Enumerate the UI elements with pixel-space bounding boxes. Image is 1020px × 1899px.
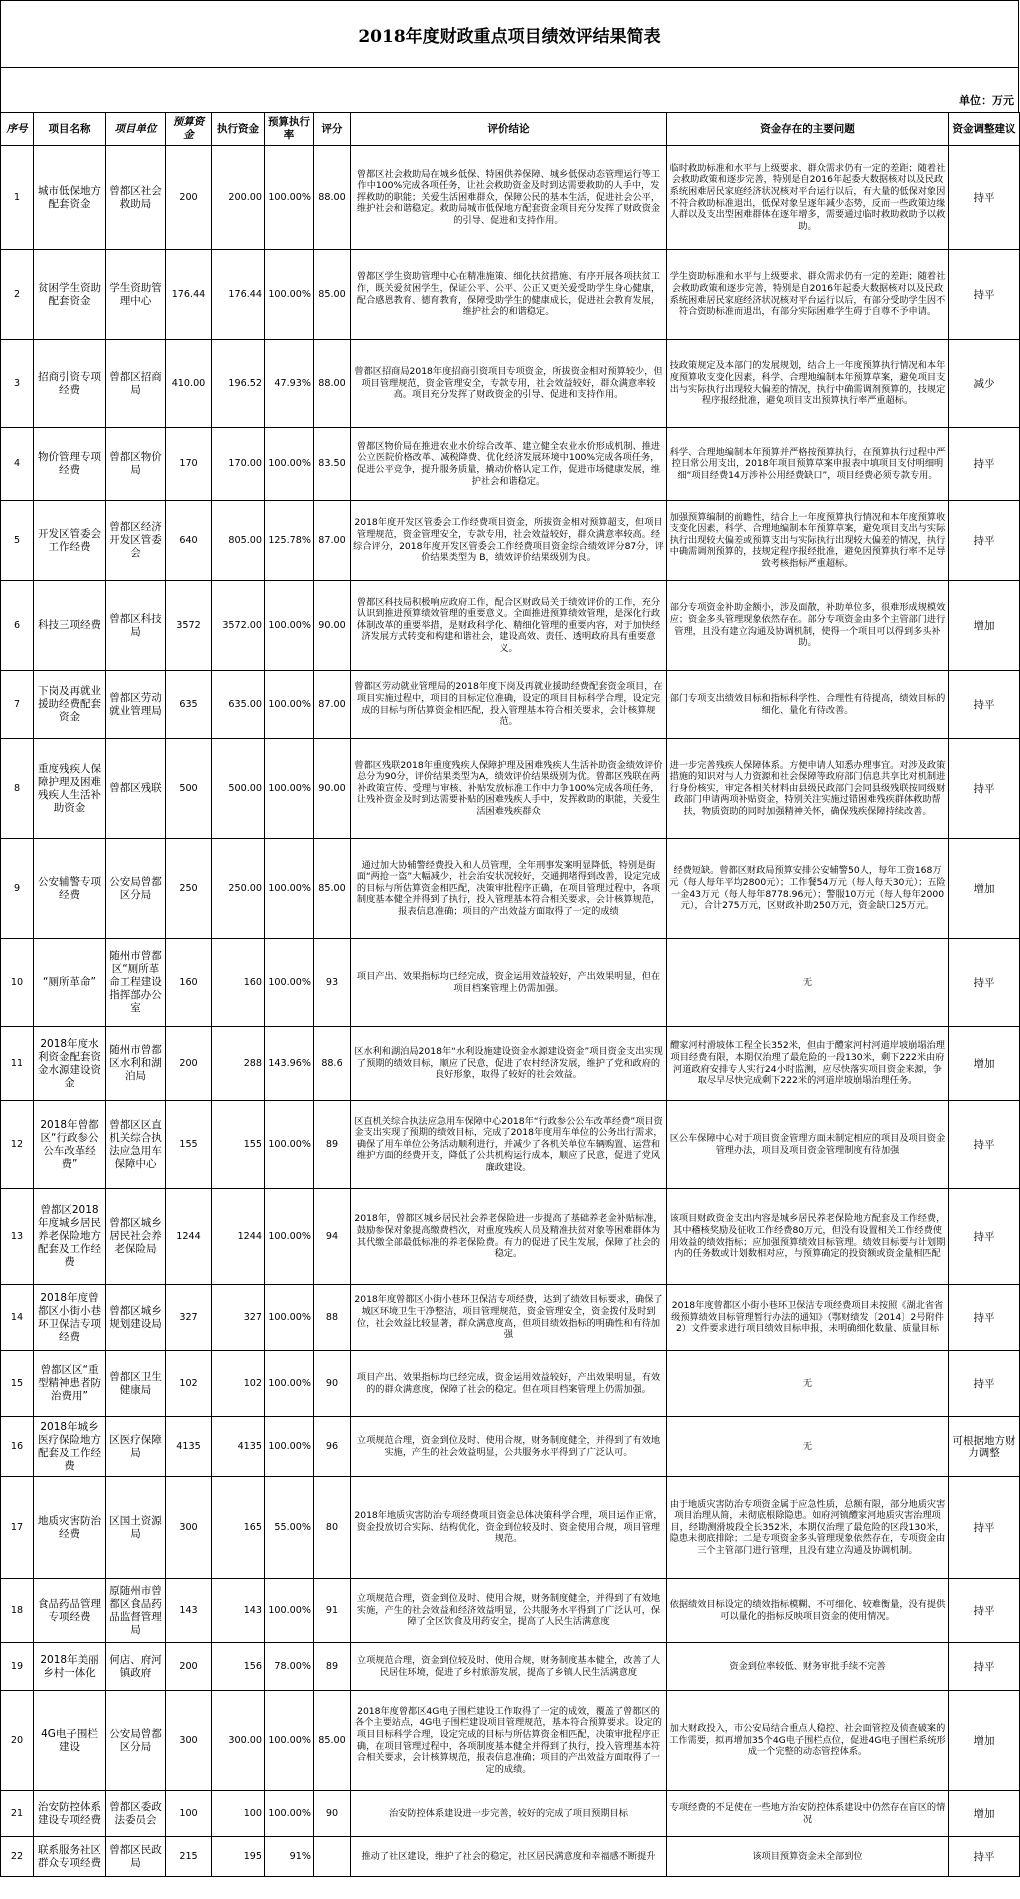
row-number: 12 (1, 1101, 34, 1189)
executed-amount: 1244 (212, 1189, 265, 1285)
main-problems: 无 (667, 939, 949, 1027)
table-row (1, 1027, 1020, 1101)
project-unit: 何店、府河镇政府 (106, 1643, 166, 1691)
evaluation-conclusion: 2018年，曾都区城乡居民社会养老保险进一步提高了基础养老金补贴标准，鼓励参保对象提高缴费档次，对重度残疾人员及精准扶贫对象等困难群体为其代缴全部最低标准的养老保险费。有力的促进了民生发展，保障了社会的稳定。 (351, 1189, 667, 1285)
evaluation-conclusion: 立项规范合理，资金到位较及时、使用合规，财务制度基本健全，改善了人民居住环境，促进了乡村旅游发展，提高了乡镇人民生活满意度 (351, 1643, 667, 1691)
main-problems: 经费短缺。曾都区财政局预算安排公安辅警50人，每年工资168万元（每人每年平均2800元）；工作餐54万元（每人每天30元）；五险一金43万元（每人每年8778.96元）；警服10万元（每人每年2000元），合计275万元，区财政补助250万元，资金缺口25万元。 (667, 839, 949, 939)
score: 91 (314, 1579, 351, 1643)
project-name: 2018年美丽乡村一体化 (34, 1643, 106, 1691)
project-name: 曾都区区“重型精神患者防治费用” (34, 1351, 106, 1417)
adjustment-suggestion: 可根据地方财力调整 (949, 1417, 1020, 1477)
main-problems: 该项目财政资金支出内容是城乡居民养老保险地方配套及工作经费，其中稽核奖励及征收工作经费80万元，但没有设置相关工作经费使用效益的绩效指标；应加强预算绩效目标管理。绩效目标要与计划期内的任务数或计划数相对应，与预算确定的投资额或资金量相匹配 (667, 1189, 949, 1285)
main-problems: 技政策规定及本部门的发展规划，结合上一年度预算执行情况和本年度预算收支变化因素，科学、合理地编制本年预算草案，避免项目支出与实际执行出现较大偏差的情况，执行中确需调剂预算的，技规定程序报经批准，避免项目支出预算执行率严重超标。 (667, 340, 949, 428)
table-row (1, 501, 1020, 581)
row-number: 8 (1, 739, 34, 839)
budget-amount: 176.44 (166, 250, 212, 340)
execution-rate: 100.00% (265, 671, 314, 739)
evaluation-conclusion: 区水利和湖泊局2018年“水利设施建设资金水源建设资金”项目资金支出实现了预期的绩效目标，顺应了民意，促进了农村经济发展，维护了党和政府的良好形象，取得了较好的社会效益。 (351, 1027, 667, 1101)
evaluation-conclusion: 立项规范合理，资金到位及时、使用合规，财务制度健全，并得到了有效地实施，产生的社会效益明显，公共服务水平得到了广泛认可。 (351, 1417, 667, 1477)
evaluation-conclusion: 曾都区招商局2018年度招商引资项目专项资金，所拔资金相对预算较少，但项目管理规范，资金管理安全，专款专用，社会效益较好，群众满意率较高。项目充分发挥了财政资金的引导、促进和支持作用。 (351, 340, 667, 428)
project-unit: 曾都区残联 (106, 739, 166, 839)
main-problems: 无 (667, 1417, 949, 1477)
row-number: 6 (1, 581, 34, 671)
project-name: 食品药品管理专项经费 (34, 1579, 106, 1643)
main-problems: 由于地质灾害防治专项资金属于应急性质，总额有限，部分地质灾害项目治理从简，未彻底根除隐患。如府河镇醴家河地质灾害治理项目，经勘测滑坡段全长352米，本期仅治理了最危险的区段130米，隐患未彻底排除；二是专项资金多头管理现象依然存在，专项资金由三个主管部门进行管理，且没有建立沟通及协调机制。 (667, 1477, 949, 1579)
project-unit: 区国土资源局 (106, 1477, 166, 1579)
results-table (0, 112, 1020, 1877)
adjustment-suggestion: 持平 (949, 1477, 1020, 1579)
project-name: 城市低保地方配套资金 (34, 146, 106, 250)
row-number: 21 (1, 1791, 34, 1837)
score: 94 (314, 1189, 351, 1285)
adjustment-suggestion: 增加 (949, 1027, 1020, 1101)
execution-rate: 100.00% (265, 1351, 314, 1417)
project-name: 物价管理专项经费 (34, 428, 106, 501)
project-name: 4G电子围栏建设 (34, 1691, 106, 1791)
table-row (1, 1579, 1020, 1643)
table-row (1, 1351, 1020, 1417)
budget-amount: 1244 (166, 1189, 212, 1285)
score: 90.00 (314, 739, 351, 839)
budget-amount: 500 (166, 739, 212, 839)
executed-amount: 805.00 (212, 501, 265, 581)
header-score: 评分 (314, 113, 351, 146)
execution-rate: 143.96% (265, 1027, 314, 1101)
budget-amount: 160 (166, 939, 212, 1027)
adjustment-suggestion: 持平 (949, 1351, 1020, 1417)
project-unit: 曾都区城乡居民社会养老保险局 (106, 1189, 166, 1285)
budget-amount: 200 (166, 146, 212, 250)
header-no: 序号 (1, 113, 34, 146)
evaluation-conclusion: 治安防控体系建设进一步完善，较好的完成了项目预期目标 (351, 1791, 667, 1837)
adjustment-suggestion: 持平 (949, 1837, 1020, 1877)
budget-amount: 100 (166, 1791, 212, 1837)
score: 88.6 (314, 1027, 351, 1101)
adjustment-suggestion: 持平 (949, 1285, 1020, 1351)
adjustment-suggestion: 持平 (949, 250, 1020, 340)
project-unit: 曾都区劳动就业管理局 (106, 671, 166, 739)
score: 80 (314, 1477, 351, 1579)
execution-rate: 100.00% (265, 739, 314, 839)
executed-amount: 155 (212, 1101, 265, 1189)
adjustment-suggestion: 持平 (949, 1101, 1020, 1189)
header-budget: 预算资金 (166, 113, 212, 146)
table-body (1, 146, 1020, 1877)
score: 90.00 (314, 581, 351, 671)
unit-label: 单位：万元 (959, 94, 1014, 107)
budget-amount: 3572 (166, 581, 212, 671)
evaluation-conclusion: 2018年地质灾害防治专项经费项目资金总体决策科学合理，项目运作正常，资金投放切合实际、结构优化，资金到位较及时、资金使用合规，项目管理规范。 (351, 1477, 667, 1579)
executed-amount: 195 (212, 1837, 265, 1877)
evaluation-conclusion: 曾都区物价局在推进农业水价综合改革、建立健全农业水价形成机制、推进公立医院价格改革、减税降费、优化经济发展环境中100%完成各项任务，促进公平竞争，提升服务质量，撬动价格认定工作，促进市场健康发展，维护社会和谐稳定。 (351, 428, 667, 501)
execution-rate: 100.00% (265, 250, 314, 340)
executed-amount: 4135 (212, 1417, 265, 1477)
header-adjust: 资金调整建议 (949, 113, 1020, 146)
project-unit: 曾都区民政局 (106, 1837, 166, 1877)
executed-amount: 156 (212, 1643, 265, 1691)
execution-rate: 47.93% (265, 340, 314, 428)
main-problems: 依据绩效目标设定的绩效指标模糊、不可细化、较难衡量，没有提供可以量化的指标反映项目资金的使用情况。 (667, 1579, 949, 1643)
project-name: 科技三项经费 (34, 581, 106, 671)
header-unit: 项目单位 (106, 113, 166, 146)
adjustment-suggestion: 持平 (949, 428, 1020, 501)
project-unit: 学生资助管理中心 (106, 250, 166, 340)
project-unit: 曾都区城乡规划建设局 (106, 1285, 166, 1351)
project-name: 2018年度曾都区小街小巷环卫保洁专项经费 (34, 1285, 106, 1351)
execution-rate: 100.00% (265, 1189, 314, 1285)
execution-rate: 100.00% (265, 1101, 314, 1189)
evaluation-conclusion: 推动了社区建设，维护了社会的稳定，社区居民满意度和幸福感不断提升 (351, 1837, 667, 1877)
table-row (1, 340, 1020, 428)
main-problems: 部分专项资金补助金额小，涉及面散，补助单位多，很难形成规模效应；资金多头管理现象依然存在。部分专项资金由多个主管部门进行管理，且没有建立沟通及协调机制，使得一个项目可以得到多头补助。 (667, 581, 949, 671)
project-unit: 区医疗保障局 (106, 1417, 166, 1477)
adjustment-suggestion: 持平 (949, 1579, 1020, 1643)
evaluation-conclusion: 2018年度曾都区4G电子围栏建设工作取得了一定的成效，覆盖了曾都区的各个主要站点，4G电子围栏建设项目管理规范，基本符合预算要求。设定的项目目标科学合理，设定完成的目标与所估算资金相匹配，决策审批程序正确，在项目管理过程中，各项制度基本健全并得到了执行，投入管理基本符合相关要求，会计核算规范，报表信息准确；项目的产出效益方面取得了一定的成绩。 (351, 1691, 667, 1791)
execution-rate: 125.78% (265, 501, 314, 581)
project-unit: 公安局曾都区分局 (106, 1691, 166, 1791)
adjustment-suggestion: 增加 (949, 839, 1020, 939)
execution-rate: 100.00% (265, 839, 314, 939)
budget-amount: 155 (166, 1101, 212, 1189)
project-name: 地质灾害防治经费 (34, 1477, 106, 1579)
row-number: 19 (1, 1643, 34, 1691)
main-problems: 醴家河村滑坡体工程全长352米，但由于醴家河村河道岸坡崩塌治理项目经费有限，本期仅治理了最危险的一段130米，剩下222米由府河道政府安排专人实行24小时监测，应尽快落实项目资金来源，争取尽早尽快完成剩下222米的河道岸坡崩塌治理任务。 (667, 1027, 949, 1101)
table-row (1, 146, 1020, 250)
table-row (1, 1791, 1020, 1837)
project-unit: 随州市曾都区水利和湖泊局 (106, 1027, 166, 1101)
executed-amount: 143 (212, 1579, 265, 1643)
score: 88.00 (314, 146, 351, 250)
score: 85.00 (314, 1691, 351, 1791)
score: 88.00 (314, 340, 351, 428)
table-row (1, 428, 1020, 501)
table-row (1, 671, 1020, 739)
evaluation-conclusion: 立项规范合理，资金到位及时、使用合规，财务制度健全，并得到了有效地实施，产生的社会效益和经济效益明显，公共服务水平得到了广泛认可，保障了全区饮食及用药安全，提高了人民生活满意度 (351, 1579, 667, 1643)
project-unit: 曾都区社会救助局 (106, 146, 166, 250)
main-problems: 加强预算编制的前瞻性，结合上一年度预算执行情况和本年度预算收支变化因素，科学、合理地编制本年预算草案，避免项目支出与实际执行出现较大偏差或预算支出与实际执行出现较大偏差的情况，执行中确需调剂预算的，技规定程序报经批准，避免因预算执行率不足导致考核指标严重超标。 (667, 501, 949, 581)
row-number: 9 (1, 839, 34, 939)
main-problems: 科学、合理地编制本年预算并严格按预算执行，在预算执行过程中严控日常公用支出，2018年项目预算草案申报表中填项目支付明细明细“项目经费14万涉补公用经费缺口”，项目经费必须专款专用。 (667, 428, 949, 501)
executed-amount: 250.00 (212, 839, 265, 939)
table-row (1, 1691, 1020, 1791)
report-title: 2018年度财政重点项目绩效评结果简表 (0, 0, 1019, 68)
executed-amount: 102 (212, 1351, 265, 1417)
row-number: 20 (1, 1691, 34, 1791)
score: 93 (314, 939, 351, 1027)
score: 96 (314, 1417, 351, 1477)
budget-amount: 4135 (166, 1417, 212, 1477)
adjustment-suggestion: 持平 (949, 671, 1020, 739)
project-name: “厕所革命” (34, 939, 106, 1027)
executed-amount: 196.52 (212, 340, 265, 428)
executed-amount: 165 (212, 1477, 265, 1579)
row-number: 2 (1, 250, 34, 340)
row-number: 15 (1, 1351, 34, 1417)
unit-label-row (0, 68, 1019, 112)
executed-amount: 176.44 (212, 250, 265, 340)
adjustment-suggestion: 持平 (949, 146, 1020, 250)
evaluation-conclusion: 通过加大协辅警经费投入和人员管理，全年刑事发案明显降低，特别是街面“两抢一盗”大幅减少，社会治安状况较好，交通拥堵得到改善，设定完成的目标与所估算资金相匹配，决策审批程序正确，在项目管理过程中，各项制度基本健全并得到了执行，投入管理基本符合相关要求，会计核算规范，报表信息准确；项目的产出效益方面取得了一定的成绩 (351, 839, 667, 939)
main-problems: 临时救助标准和水平与上级要求、群众需求仍有一定的差距；随着社会救助政策和逐步完善，特别是自2016年起委大数据核对以及民政系统困难居民家庭经济状况核对平台运行以后，有大量的低保对象因不符合救助标准退出，低保对象呈逐年减少态势，反而一些政策边缘人群以及支出型困难群体在逐年增多，需要通过临时救助救助予以救助。 (667, 146, 949, 250)
project-name: 2018年城乡医疗保险地方配套及工作经费 (34, 1417, 106, 1477)
project-name: 2018年曾都区“行政参公公车改革经费” (34, 1101, 106, 1189)
table-row (1, 839, 1020, 939)
table-row (1, 1189, 1020, 1285)
table-row (1, 250, 1020, 340)
budget-amount: 250 (166, 839, 212, 939)
main-problems: 资金到位率较低、财务审批手续不完善 (667, 1643, 949, 1691)
project-unit: 原随州市曾都区食品药品监督管理局 (106, 1579, 166, 1643)
budget-amount: 300 (166, 1691, 212, 1791)
project-unit: 曾都区科技局 (106, 581, 166, 671)
main-problems: 加大财政投入，市公安局结合重点人稳控、社会面管控及侦查破案的工作需要，拟再增加35个4G电子围栏点位，促进4G电子围栏系统形成一个完整的动态管控体系。 (667, 1691, 949, 1791)
execution-rate: 78.00% (265, 1643, 314, 1691)
header-conclusion: 评价结论 (351, 113, 667, 146)
score: 90 (314, 1351, 351, 1417)
budget-amount: 215 (166, 1837, 212, 1877)
executed-amount: 100 (212, 1791, 265, 1837)
executed-amount: 327 (212, 1285, 265, 1351)
execution-rate: 100.00% (265, 939, 314, 1027)
table-row (1, 739, 1020, 839)
execution-rate: 100.00% (265, 1791, 314, 1837)
header-rate: 预算执行率 (265, 113, 314, 146)
executed-amount: 635.00 (212, 671, 265, 739)
evaluation-conclusion: 项目产出、效果指标均已经完成，资金运用效益较好，产出效果明显，有效的的群众满意度，保障了社会的稳定。但在项目档案管理上仍需加强。 (351, 1351, 667, 1417)
project-unit: 随州市曾都区“厕所革命工程建设指挥部办公室 (106, 939, 166, 1027)
budget-amount: 170 (166, 428, 212, 501)
main-problems: 学生资助标准和水平与上级要求、群众需求仍有一定的差距；随着社会救助政策和逐步完善，特别是自2016年起委大数据核对以及民政系统困难居民家庭经济状况核对平台运行以后，有部分受助学生因不符合资助标准而退出，有部分实际困难学生碍于自尊不予申请。 (667, 250, 949, 340)
row-number: 17 (1, 1477, 34, 1579)
table-row (1, 1417, 1020, 1477)
budget-amount: 635 (166, 671, 212, 739)
execution-rate: 100.00% (265, 1417, 314, 1477)
evaluation-conclusion: 曾都区学生资助管理中心在精准施策、细化扶贫措施、有序开展各项扶贫工作，既关爱贫困学生，保证公平、公平、公正又更关爱受助学生身心健康，配合感恩教育、德育教育，保障受助学生的健康成长，促进社会教育发展，维护社会的和谐稳定。 (351, 250, 667, 340)
project-unit: 曾都区经济开发区管委会 (106, 501, 166, 581)
budget-amount: 102 (166, 1351, 212, 1417)
project-unit: 曾都区委政法委员会 (106, 1791, 166, 1837)
adjustment-suggestion: 减少 (949, 340, 1020, 428)
project-name: 贫困学生资助配套资金 (34, 250, 106, 340)
score (314, 1837, 351, 1877)
project-name: 下岗及再就业援助经费配套资金 (34, 671, 106, 739)
executed-amount: 300.00 (212, 1691, 265, 1791)
row-number: 13 (1, 1189, 34, 1285)
evaluation-conclusion: 曾都区劳动就业管理局的2018年度下岗及再就业援助经费配套资金项目，在项目实施过程中，项目的目标定位准确，设定的项目目标科学合理，设定完成的目标与所估算资金相匹配，投入管理基本符合相关要求，会计核算规范。 (351, 671, 667, 739)
score: 85.00 (314, 839, 351, 939)
table-row (1, 1285, 1020, 1351)
evaluation-conclusion: 曾都区社会救助局在城乡低保、特困供养保障、城乡低保动态管理运行等工作中100%完成各项任务，让社会救助资金及时到达需要救助的人手中，发挥救助的职能；关爱生活困难群众，保障公民的基本生活，促进社会公平，维护社会和谐稳定。救助局城市低保地方配套资金项目充分发挥了财政资金的引导、促进和支持作用。 (351, 146, 667, 250)
table-row (1, 1837, 1020, 1877)
execution-rate: 55.00% (265, 1477, 314, 1579)
adjustment-suggestion: 增加 (949, 1791, 1020, 1837)
executed-amount: 500.00 (212, 739, 265, 839)
project-unit: 曾都区物价局 (106, 428, 166, 501)
score: 89 (314, 1101, 351, 1189)
executed-amount: 288 (212, 1027, 265, 1101)
project-name: 开发区管委会工作经费 (34, 501, 106, 581)
project-name: 2018年度水利资金配套资金水源建设资金 (34, 1027, 106, 1101)
project-unit: 曾都区卫生健康局 (106, 1351, 166, 1417)
score: 90 (314, 1791, 351, 1837)
table-row (1, 939, 1020, 1027)
evaluation-conclusion: 区直机关综合执法应急用车保障中心2018年“行政参公公车改革经费”项目资金支出实现了预期的绩效目标，完成了2018年度用车单位的公务出行需求，确保了用车单位公务活动顺利进行，并减少了各机关单位车辆购置、运营和维护方面的经费开支，降低了公共机构运行成本，顺应了民意，促进了党风廉政建设。 (351, 1101, 667, 1189)
header-problems: 资金存在的主要问题 (667, 113, 949, 146)
row-number: 22 (1, 1837, 34, 1877)
budget-amount: 327 (166, 1285, 212, 1351)
adjustment-suggestion: 增加 (949, 581, 1020, 671)
execution-rate: 100.00% (265, 1285, 314, 1351)
evaluation-conclusion: 曾都区残联2018年重度残疾人保障护理及困难残疾人生活补助资金绩效评价总分为90分，评价结果类型为A，绩效评价结果级别为优。曾都区残联在两补政策宣传、受理与审核、补贴发放标准工作中力争100%完成各项任务，让残补资金及时到达需要补贴的困难残疾人手中，发挥救助的职能，关爱生活困难残疾群众 (351, 739, 667, 839)
budget-amount: 200 (166, 1643, 212, 1691)
executed-amount: 160 (212, 939, 265, 1027)
project-name: 治安防控体系建设专项经费 (34, 1791, 106, 1837)
main-problems: 部门专项支出绩效目标和指标科学性、合理性有待提高，绩效目标的细化、量化有待改善。 (667, 671, 949, 739)
evaluation-conclusion: 2018年度曾都区小街小巷环卫保洁专项经费，达到了绩效目标要求，确保了城区环境卫生干净整洁，项目管理规范，资金管理安全，资金拨付及时到位，社会效益比较显著，群众满意度高，但项目绩效指标的明确性和有待加强 (351, 1285, 667, 1351)
score: 83.50 (314, 428, 351, 501)
row-number: 10 (1, 939, 34, 1027)
project-unit: 曾都区区直机关综合执法应急用车保障中心 (106, 1101, 166, 1189)
project-name: 公安辅警专项经费 (34, 839, 106, 939)
main-problems: 无 (667, 1351, 949, 1417)
execution-rate: 100.00% (265, 428, 314, 501)
budget-amount: 200 (166, 1027, 212, 1101)
execution-rate: 100.00% (265, 1691, 314, 1791)
evaluation-conclusion: 项目产出、效果指标均已经完成，资金运用效益较好，产出效果明显，但在项目档案管理上仍需加强。 (351, 939, 667, 1027)
budget-amount: 300 (166, 1477, 212, 1579)
score: 87.00 (314, 671, 351, 739)
row-number: 16 (1, 1417, 34, 1477)
adjustment-suggestion: 持平 (949, 1643, 1020, 1691)
row-number: 4 (1, 428, 34, 501)
execution-rate: 100.00% (265, 581, 314, 671)
budget-amount: 143 (166, 1579, 212, 1643)
adjustment-suggestion: 持平 (949, 1189, 1020, 1285)
score: 89 (314, 1643, 351, 1691)
row-number: 18 (1, 1579, 34, 1643)
main-problems: 该项目预算资金未全部到位 (667, 1837, 949, 1877)
row-number: 5 (1, 501, 34, 581)
score: 85.00 (314, 250, 351, 340)
evaluation-conclusion: 曾都区科技局积极响应政府工作，配合区财政局关于绩效评价的工作，充分认识到推进预算绩效管理的重要意义。全面推进预算绩效管理，是深化行政体制改革的重要举措，是财政科学化、精细化管理的重要内容，对于加快经济发展方式转变和构建和谐社会，建设高效、责任、透明政府具有重要意义。 (351, 581, 667, 671)
adjustment-suggestion: 持平 (949, 739, 1020, 839)
executed-amount: 170.00 (212, 428, 265, 501)
table-row (1, 1643, 1020, 1691)
row-number: 3 (1, 340, 34, 428)
executed-amount: 3572.00 (212, 581, 265, 671)
project-name: 曾都区2018年度城乡居民养老保险地方配套及工作经费 (34, 1189, 106, 1285)
project-name: 重度残疾人保障护理及困难残疾人生活补助资金 (34, 739, 106, 839)
row-number: 7 (1, 671, 34, 739)
table-row (1, 581, 1020, 671)
table-row (1, 1101, 1020, 1189)
execution-rate: 100.00% (265, 146, 314, 250)
header-name: 项目名称 (34, 113, 106, 146)
budget-amount: 410.00 (166, 340, 212, 428)
row-number: 14 (1, 1285, 34, 1351)
budget-amount: 640 (166, 501, 212, 581)
project-name: 招商引资专项经费 (34, 340, 106, 428)
adjustment-suggestion: 增加 (949, 1691, 1020, 1791)
header-exec: 执行资金 (212, 113, 265, 146)
score: 88 (314, 1285, 351, 1351)
project-name: 联系服务社区群众专项经费 (34, 1837, 106, 1877)
evaluation-conclusion: 2018年度开发区管委会工作经费项目资金，所拔资金相对预算超支，但项目管理规范，资金管理安全，专款专用，社会效益较好，群众满意率较高。经综合评分，2018年度开发区管委会工作经费项目资金综合绩效评分87分，评价结果类型为 B，绩效评价结果级别为良。 (351, 501, 667, 581)
row-number: 11 (1, 1027, 34, 1101)
table-row (1, 1477, 1020, 1579)
row-number: 1 (1, 146, 34, 250)
executed-amount: 200.00 (212, 146, 265, 250)
project-unit: 曾都区招商局 (106, 340, 166, 428)
project-unit: 公安局曾都区分局 (106, 839, 166, 939)
adjustment-suggestion: 持平 (949, 501, 1020, 581)
main-problems: 2018年度曾都区小街小巷环卫保洁专项经费项目未按照《湖北省省级预算绩效目标管理暂行办法的通知》（鄂财绩发〔2014〕2号附件2）文件要求进行项目绩效目标申报，未明确细化数量、质量目标 (667, 1285, 949, 1351)
execution-rate: 91% (265, 1837, 314, 1877)
execution-rate: 100.00% (265, 1579, 314, 1643)
adjustment-suggestion: 持平 (949, 939, 1020, 1027)
score: 87.00 (314, 501, 351, 581)
main-problems: 区公车保障中心对于项目资金管理方面未制定相应的项目及项目资金管理办法，项目及项目资金管理制度有待加强 (667, 1101, 949, 1189)
main-problems: 专项经费的不足使在一些地方治安防控体系建设中仍然存在盲区的情况 (667, 1791, 949, 1837)
header-row (1, 113, 1020, 146)
main-problems: 进一步完善残疾人保障体系。方便申请人知悉办理事宜。对涉及政策措施的知识对与人力资源和社会保障等政府部门信息共享比对机制进行身份核实，审定各相关材料由县级民政部门会同县级残联按同级财政部门申请两项补贴资金，特别关注实施过错困难残疾群体救助帮扶，物质资助的同时加强精神关怀，确保残疾保障持续改善。 (667, 739, 949, 839)
